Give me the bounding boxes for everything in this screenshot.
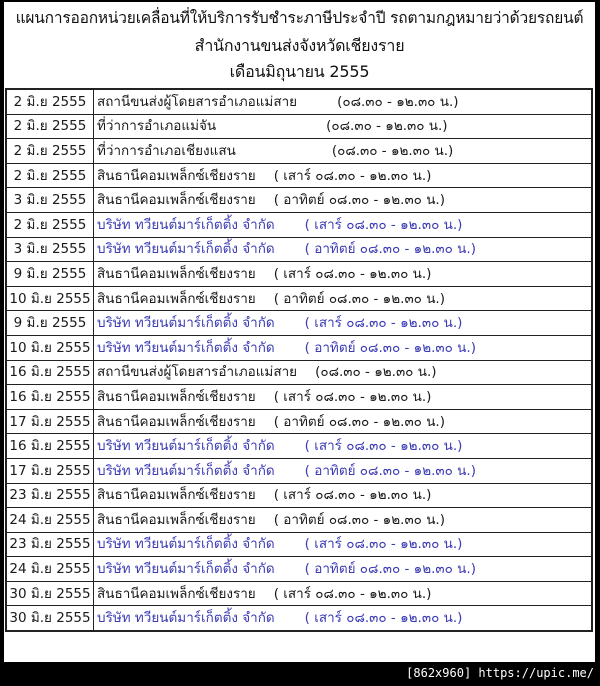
location-name: บริษัท ทวียนต์มาร์เก็ตติ้ง จำกัด bbox=[97, 536, 275, 553]
date-cell: 9 มิ.ย 2555 bbox=[6, 262, 94, 287]
date-cell: 23 มิ.ย 2555 bbox=[6, 532, 94, 557]
service-hours: ( เสาร์ ๐๘.๓๐ - ๑๒.๓๐ น.) bbox=[304, 438, 463, 455]
date-cell: 30 มิ.ย 2555 bbox=[6, 606, 94, 631]
date-cell: 30 มิ.ย 2555 bbox=[6, 581, 94, 606]
location-name: สินธานีคอมเพล็กซ์เชียงราย bbox=[97, 265, 256, 282]
service-hours: ( เสาร์ ๐๘.๓๐ - ๑๒.๓๐ น.) bbox=[273, 487, 432, 504]
document-title: แผนการออกหน่วยเคลื่อนที่ให้บริการรับชำระภาษีประจำปี รถตามกฎหมายว่าด้วยรถยนต์ bbox=[15, 9, 584, 27]
service-hours: ( เสาร์ ๐๘.๓๐ - ๑๒.๓๐ น.) bbox=[273, 265, 432, 282]
location-name: สถานีขนส่งผู้โดยสารอำเภอแม่สาย bbox=[97, 93, 298, 110]
table-row bbox=[6, 458, 592, 483]
location-name: ที่ว่าการอำเภอแม่จัน bbox=[97, 118, 217, 135]
date-cell: 24 มิ.ย 2555 bbox=[6, 508, 94, 533]
service-hours: ( อาทิตย์ ๐๘.๓๐ - ๑๒.๓๐ น.) bbox=[273, 413, 445, 430]
table-row bbox=[6, 335, 592, 360]
schedule-table bbox=[5, 88, 593, 632]
location-name: ที่ว่าการอำเภอเชียงแสน bbox=[97, 142, 236, 159]
service-hours: ( อาทิตย์ ๐๘.๓๐ - ๑๒.๓๐ น.) bbox=[304, 462, 476, 479]
service-hours: ( เสาร์ ๐๘.๓๐ - ๑๒.๓๐ น.) bbox=[273, 585, 432, 602]
date-cell: 3 มิ.ย 2555 bbox=[6, 237, 94, 262]
location-cell bbox=[94, 409, 593, 434]
service-hours: ( อาทิตย์ ๐๘.๓๐ - ๑๒.๓๐ น.) bbox=[273, 192, 445, 209]
location-cell bbox=[94, 360, 593, 385]
date-cell: 2 มิ.ย 2555 bbox=[6, 139, 94, 164]
location-cell bbox=[94, 212, 593, 237]
location-name: บริษัท ทวียนต์มาร์เก็ตติ้ง จำกัด bbox=[97, 339, 275, 356]
service-hours: ( เสาร์ ๐๘.๓๐ - ๑๒.๓๐ น.) bbox=[304, 610, 463, 627]
service-hours: ( เสาร์ ๐๘.๓๐ - ๑๒.๓๐ น.) bbox=[273, 167, 432, 184]
location-cell bbox=[94, 286, 593, 311]
date-cell: 23 มิ.ย 2555 bbox=[6, 483, 94, 508]
location-cell bbox=[94, 458, 593, 483]
service-hours: ( อาทิตย์ ๐๘.๓๐ - ๑๒.๓๐ น.) bbox=[273, 290, 445, 307]
location-name: สินธานีคอมเพล็กซ์เชียงราย bbox=[97, 167, 256, 184]
location-cell bbox=[94, 188, 593, 213]
location-cell bbox=[94, 581, 593, 606]
table-row bbox=[6, 188, 592, 213]
date-cell: 17 มิ.ย 2555 bbox=[6, 458, 94, 483]
location-cell bbox=[94, 114, 593, 139]
table-row bbox=[6, 532, 592, 557]
location-name: บริษัท ทวียนต์มาร์เก็ตติ้ง จำกัด bbox=[97, 315, 275, 332]
location-name: บริษัท ทวียนต์มาร์เก็ตติ้ง จำกัด bbox=[97, 216, 275, 233]
service-hours: ( อาทิตย์ ๐๘.๓๐ - ๑๒.๓๐ น.) bbox=[304, 241, 476, 258]
location-name: บริษัท ทวียนต์มาร์เก็ตติ้ง จำกัด bbox=[97, 241, 275, 258]
service-hours: ( เสาร์ ๐๘.๓๐ - ๑๒.๓๐ น.) bbox=[304, 216, 463, 233]
location-cell bbox=[94, 139, 593, 164]
location-cell bbox=[94, 89, 593, 114]
table-row bbox=[6, 606, 592, 631]
date-cell: 10 มิ.ย 2555 bbox=[6, 335, 94, 360]
table-row bbox=[6, 581, 592, 606]
watermark: [862x960] https://upic.me/ bbox=[406, 666, 594, 680]
table-row bbox=[6, 139, 592, 164]
location-name: สินธานีคอมเพล็กซ์เชียงราย bbox=[97, 413, 256, 430]
table-row bbox=[6, 237, 592, 262]
location-cell bbox=[94, 532, 593, 557]
document-page bbox=[4, 2, 595, 662]
service-hours: ( เสาร์ ๐๘.๓๐ - ๑๒.๓๐ น.) bbox=[304, 315, 463, 332]
service-hours: (๐๘.๓๐ - ๑๒.๓๐ น.) bbox=[337, 93, 459, 110]
location-name: บริษัท ทวียนต์มาร์เก็ตติ้ง จำกัด bbox=[97, 610, 275, 627]
service-hours: ( เสาร์ ๐๘.๓๐ - ๑๒.๓๐ น.) bbox=[273, 388, 432, 405]
location-cell bbox=[94, 385, 593, 410]
service-hours: (๐๘.๓๐ - ๑๒.๓๐ น.) bbox=[326, 118, 448, 135]
table-row bbox=[6, 212, 592, 237]
table-row bbox=[6, 262, 592, 287]
location-cell bbox=[94, 557, 593, 582]
location-cell bbox=[94, 311, 593, 336]
location-cell bbox=[94, 508, 593, 533]
service-hours: ( อาทิตย์ ๐๘.๓๐ - ๑๒.๓๐ น.) bbox=[273, 511, 445, 528]
date-cell: 10 มิ.ย 2555 bbox=[6, 286, 94, 311]
location-cell bbox=[94, 237, 593, 262]
month-heading: เดือนมิถุนายน 2555 bbox=[229, 62, 370, 81]
date-cell: 9 มิ.ย 2555 bbox=[6, 311, 94, 336]
location-cell bbox=[94, 335, 593, 360]
location-name: สินธานีคอมเพล็กซ์เชียงราย bbox=[97, 290, 256, 307]
table-row bbox=[6, 163, 592, 188]
date-cell: 17 มิ.ย 2555 bbox=[6, 409, 94, 434]
date-cell: 2 มิ.ย 2555 bbox=[6, 114, 94, 139]
table-row bbox=[6, 311, 592, 336]
service-hours: ( อาทิตย์ ๐๘.๓๐ - ๑๒.๓๐ น.) bbox=[304, 339, 476, 356]
table-row bbox=[6, 89, 592, 114]
office-name: สำนักงานขนส่งจังหวัดเชียงราย bbox=[194, 36, 405, 55]
location-cell bbox=[94, 606, 593, 631]
service-hours: (๐๘.๓๐ - ๑๒.๓๐ น.) bbox=[315, 364, 437, 381]
location-name: สินธานีคอมเพล็กซ์เชียงราย bbox=[97, 585, 256, 602]
table-row bbox=[6, 385, 592, 410]
location-cell bbox=[94, 262, 593, 287]
table-row bbox=[6, 508, 592, 533]
service-hours: (๐๘.๓๐ - ๑๒.๓๐ น.) bbox=[331, 142, 454, 159]
schedule-body bbox=[6, 89, 592, 631]
table-row bbox=[6, 286, 592, 311]
location-name: สินธานีคอมเพล็กซ์เชียงราย bbox=[97, 192, 256, 209]
table-row bbox=[6, 409, 592, 434]
date-cell: 2 มิ.ย 2555 bbox=[6, 89, 94, 114]
table-row bbox=[6, 114, 592, 139]
date-cell: 16 มิ.ย 2555 bbox=[6, 434, 94, 459]
location-cell bbox=[94, 483, 593, 508]
date-cell: 2 มิ.ย 2555 bbox=[6, 212, 94, 237]
service-hours: ( อาทิตย์ ๐๘.๓๐ - ๑๒.๓๐ น.) bbox=[304, 561, 476, 578]
table-row bbox=[6, 360, 592, 385]
date-cell: 16 มิ.ย 2555 bbox=[6, 385, 94, 410]
date-cell: 3 มิ.ย 2555 bbox=[6, 188, 94, 213]
date-cell: 2 มิ.ย 2555 bbox=[6, 163, 94, 188]
table-row bbox=[6, 557, 592, 582]
date-cell: 24 มิ.ย 2555 bbox=[6, 557, 94, 582]
location-name: สินธานีคอมเพล็กซ์เชียงราย bbox=[97, 388, 256, 405]
service-hours: ( เสาร์ ๐๘.๓๐ - ๑๒.๓๐ น.) bbox=[304, 536, 463, 553]
location-cell bbox=[94, 163, 593, 188]
location-name: สถานีขนส่งผู้โดยสารอำเภอแม่สาย bbox=[97, 364, 298, 381]
location-name: บริษัท ทวียนต์มาร์เก็ตติ้ง จำกัด bbox=[97, 561, 275, 578]
table-row bbox=[6, 483, 592, 508]
table-row bbox=[6, 434, 592, 459]
location-name: บริษัท ทวียนต์มาร์เก็ตติ้ง จำกัด bbox=[97, 438, 275, 455]
location-name: สินธานีคอมเพล็กซ์เชียงราย bbox=[97, 511, 256, 528]
date-cell: 16 มิ.ย 2555 bbox=[6, 360, 94, 385]
location-name: สินธานีคอมเพล็กซ์เชียงราย bbox=[97, 487, 256, 504]
location-cell bbox=[94, 434, 593, 459]
location-name: บริษัท ทวียนต์มาร์เก็ตติ้ง จำกัด bbox=[97, 462, 275, 479]
